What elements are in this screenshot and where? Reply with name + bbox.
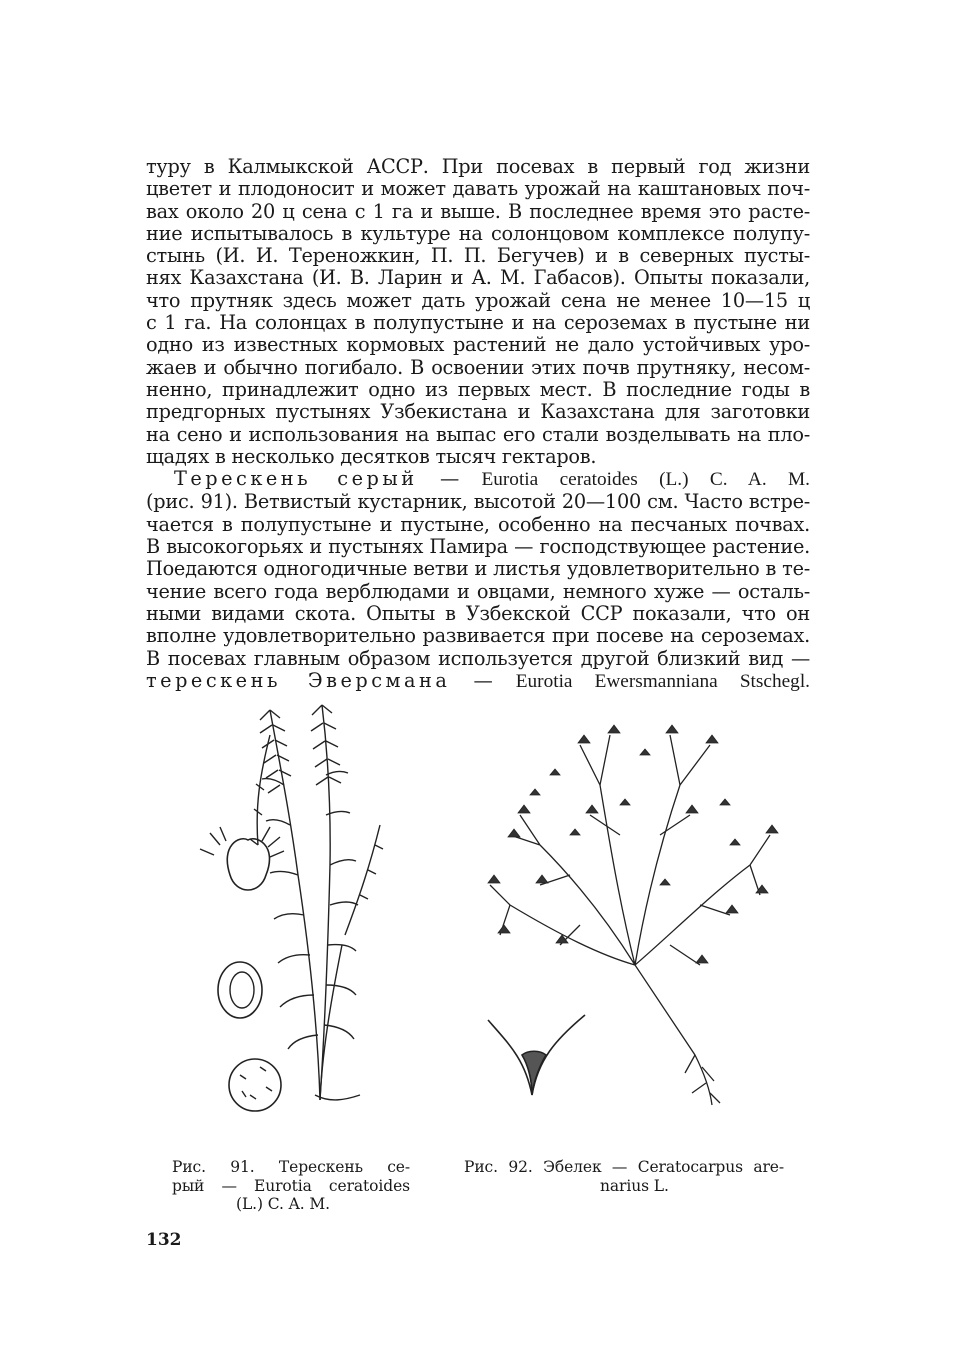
p1-line: с 1 га. На солонцах в полупустыне и на сероземах в пустыне ни (146, 311, 810, 335)
figure-92-caption (464, 1158, 784, 1195)
p2-first-line: Терескень серый — Eurotia ceratoides (L.) C. A. M. (174, 467, 810, 491)
p2-line: ными видами скота. Опыты в Узбекской ССР показали, что он (146, 601, 810, 625)
figure-91-illustration (170, 695, 420, 1145)
p1-line: щадях в несколько десятков тысяч гектаров. (146, 444, 597, 468)
p1-line: вах около 20 ц сена с 1 га и выше. В последнее время это расте- (146, 199, 810, 223)
p1-line: предгорных пустынях Узбекистана и Казахстана для заготовки (146, 400, 810, 424)
fig91-caption-line: Рис. 91. Терескень се- (172, 1158, 410, 1176)
fig91-caption-line: (L.) C. A. M. (236, 1195, 330, 1213)
p1-line: цветет и плодоносит и может давать урожай на каштановых поч- (146, 177, 810, 201)
p1-line: что прутняк здесь может дать урожай сена не менее 10—15 ц (146, 288, 810, 312)
species-latin-eurotia: Eurotia ceratoides (L.) C. A. M. (481, 469, 810, 491)
p1-line: стынь (И. И. Тереножкин, П. П. Бегучев) и в северных пусты- (146, 244, 810, 268)
figure-91-caption (172, 1158, 410, 1214)
p1-line: нях Казахстана (И. В. Ларин и А. М. Габасов). Опыты показали, (146, 266, 810, 290)
p2-line: чение всего года верблюдами и овцами, немного хуже — осталь- (146, 579, 810, 603)
p2-line: (рис. 91). Ветвистый кустарник, высотой 20—100 см. Часто встре- (146, 490, 810, 514)
p2-last-line: терескень Эверсмана — Eurotia Ewersmanniana Stschegl. (146, 668, 810, 692)
p2-line: вполне удовлетворительно развивается при посеве на сероземах. (146, 624, 810, 648)
species-title-eversmann: терескень Эверсмана (146, 668, 451, 692)
species-latin-ewersmanniana: Eurotia Ewersmanniana Stschegl. (515, 670, 810, 692)
p1-line: ненно, принадлежит одно из первых мест. В последние годы в (146, 377, 810, 401)
p1-line: на сено и использования на выпас его стали возделывать на пло- (146, 422, 810, 446)
p1-line: ние испытывалось в культуре на солонцовом комплексе полупу- (146, 221, 810, 245)
p1-line: жаев и обычно погибало. В освоении этих почв прутняку, несом- (146, 355, 810, 379)
fig92-caption-line: Рис. 92. Эбелек — Ceratocarpus are- (464, 1158, 784, 1176)
figure-92-illustration (470, 695, 790, 1125)
p2-line: В посевах главным образом используется другой близкий вид — (146, 646, 810, 670)
fig92-caption-line: narius L. (600, 1176, 669, 1195)
p1-line: одно из известных кормовых растений не дало устойчивых уро- (146, 333, 810, 357)
p1-line: туру в Калмыкской АССР. При посевах в первый год жизни (146, 155, 810, 178)
body-text (146, 156, 810, 693)
species-title-tereskeni: Терескень серый (174, 467, 418, 491)
p2-line: В высокогорьях и пустынях Памира — господствующее растение. (146, 535, 810, 559)
eurotia-drawing (170, 695, 420, 1145)
page-number: 132 (146, 1230, 182, 1250)
p2-line: Поедаются одногодичные ветви и листья удовлетворительно в те- (146, 557, 810, 581)
ceratocarpus-drawing (470, 695, 790, 1125)
fig91-caption-line: рый — Eurotia ceratoides (172, 1176, 410, 1195)
p2-line: чается в полупустыне и пустыне, особенно на песчаных почвах. (146, 512, 810, 536)
